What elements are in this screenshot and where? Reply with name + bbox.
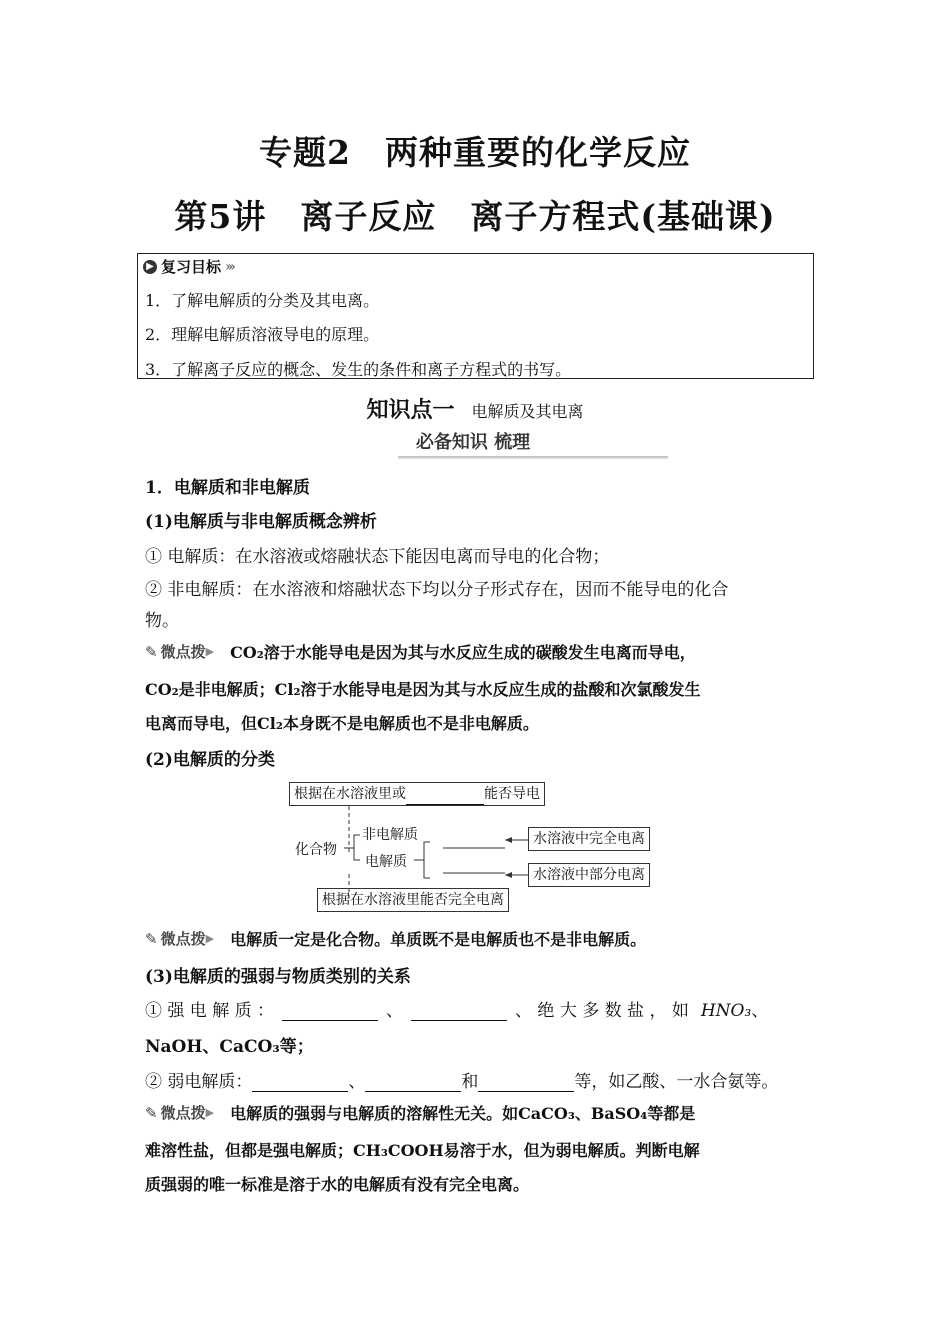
diagram-bottom-box: 根据在水溶液里能否完全电离 <box>317 888 509 912</box>
tip-text: 电离而导电，但Cl₂本身既不是电解质也不是非电解质。 <box>145 714 539 733</box>
diagram-non-electrolyte: 非电解质 <box>362 827 418 843</box>
text: 、 <box>386 1001 404 1021</box>
fill-blank <box>365 1073 461 1092</box>
heading-1: 1．电解质和非电解质 <box>145 478 310 498</box>
review-goals-heading <box>143 256 233 277</box>
tip-label-text: 微点拨 <box>160 930 206 948</box>
tip-label <box>145 1102 206 1123</box>
tip-text: 难溶性盐，但都是强电解质；CH₃COOH易溶于水，但为弱电解质。判断电解 <box>145 1141 700 1160</box>
weak-electrolyte-line <box>145 1067 778 1092</box>
tip-text: CO₂溶于水能导电是因为其与水反应生成的碳酸发生电离而导电， <box>230 643 696 662</box>
text: 、 <box>348 1072 366 1092</box>
text: 等，如乙酸、一水合氨等。 <box>574 1072 779 1092</box>
lesson-title: 第5讲 离子反应 离子方程式(基础课) <box>174 197 776 236</box>
fill-blank <box>282 1002 378 1021</box>
section-heading: 必备知识 梳理 <box>415 432 531 453</box>
review-goals-label: 复习目标 <box>161 258 222 276</box>
tip-label <box>145 928 206 949</box>
tip-text: 质强弱的唯一标准是溶于水的电解质有没有完全电离。 <box>145 1175 530 1194</box>
edit-icon: ✎ <box>145 642 158 661</box>
fill-blank <box>411 1002 507 1021</box>
tip-1 <box>145 640 696 663</box>
diagram-electrolyte: 电解质 <box>365 854 407 870</box>
fill-blank <box>252 1073 348 1092</box>
knowledge-point-label: 知识点一 <box>366 398 455 423</box>
tip-text: CO₂是非电解质；Cl₂溶于水能导电是因为其与水反应生成的盐酸和次氯酸发生 <box>145 680 701 699</box>
diagram-compound: 化合物 <box>295 842 337 858</box>
goal-item: 2．理解电解质溶液导电的原理。 <box>145 325 380 344</box>
goal-item: 1．了解电解质的分类及其电离。 <box>145 291 380 310</box>
definition-non-electrolyte: ② 非电解质：在水溶液和熔融状态下均以分子形式存在，因而不能导电的化合 <box>145 580 729 600</box>
subheading-2: (2)电解质的分类 <box>145 750 275 770</box>
tip-text: 电解质一定是化合物。单质既不是电解质也不是非电解质。 <box>230 930 647 949</box>
text: 和 <box>461 1072 479 1092</box>
triangle-icon: ▶ <box>205 932 215 945</box>
diagram-text: 根据在水溶液里或 <box>294 786 406 802</box>
tip-label-text: 微点拨 <box>160 643 206 661</box>
knowledge-point-topic: 电解质及其电离 <box>471 402 584 421</box>
strong-electrolyte-line <box>145 996 813 1021</box>
text: ② 弱电解质： <box>145 1072 253 1092</box>
play-icon: ▶ <box>143 260 157 274</box>
knowledge-point-heading <box>0 393 950 424</box>
edit-icon: ✎ <box>145 929 158 948</box>
tip-label-text: 微点拨 <box>160 1104 206 1122</box>
diagram-text: 能否导电 <box>484 786 540 802</box>
section-divider <box>398 456 668 459</box>
triangle-icon: ▶ <box>205 645 215 658</box>
tip-3 <box>145 1101 695 1124</box>
tip-label <box>145 641 206 662</box>
goal-item: 3．了解离子反应的概念、发生的条件和离子方程式的书写。 <box>145 360 572 379</box>
text: 、 绝 大 多 数 盐 ， 如 <box>515 1001 689 1021</box>
subheading-3: (3)电解质的强弱与物质类别的关系 <box>145 967 411 987</box>
formula: HNO₃ <box>700 1001 752 1021</box>
tip-2 <box>145 927 646 950</box>
edit-icon: ✎ <box>145 1103 158 1122</box>
page-title: 专题2 两种重要的化学反应 <box>259 133 691 172</box>
definition-electrolyte: ① 电解质：在水溶液或熔融状态下能因电离而导电的化合物； <box>145 547 610 567</box>
text: 、 <box>751 1001 769 1021</box>
fill-blank <box>478 1073 574 1092</box>
text: ① 强 电 解 质 ： <box>145 1001 275 1021</box>
tip-text: 电解质的强弱与电解质的溶解性无关。如CaCO₃、BaSO₄等都是 <box>230 1104 696 1123</box>
triangle-icon: ▶ <box>205 1106 215 1119</box>
definition-non-electrolyte-cont: 物。 <box>145 611 179 631</box>
subheading-1: (1)电解质与非电解质概念辨析 <box>145 512 377 532</box>
diagram-box-full: 水溶液中完全电离 <box>528 827 650 851</box>
double-chevron-icon: ››› <box>225 258 233 275</box>
strong-electrolyte-line-2: NaOH、CaCO₃等； <box>145 1037 314 1057</box>
diagram-box-partial: 水溶液中部分电离 <box>528 863 650 887</box>
